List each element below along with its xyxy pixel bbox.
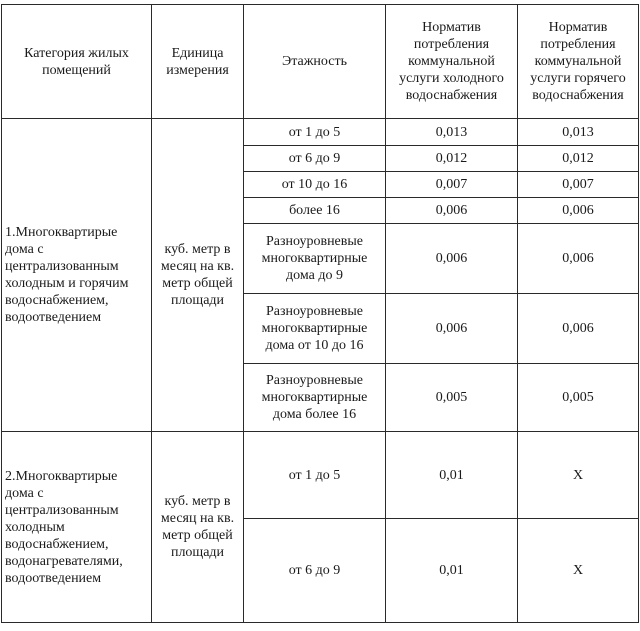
cold-water-value: 0,006 bbox=[386, 198, 518, 224]
hot-water-value: 0,006 bbox=[518, 294, 639, 364]
floors-cell: от 1 до 5 bbox=[244, 119, 386, 146]
floors-cell: Разноуровневые многоквартирные дома от 10 до 16 bbox=[244, 294, 386, 364]
table-row bbox=[2, 432, 639, 519]
cold-water-value: 0,006 bbox=[386, 224, 518, 294]
table-row bbox=[2, 119, 639, 146]
floors-cell: Разноуровневые многоквартирные дома до 9 bbox=[244, 224, 386, 294]
floors-cell: от 6 до 9 bbox=[244, 519, 386, 623]
floors-cell: более 16 bbox=[244, 198, 386, 224]
hot-water-value: 0,012 bbox=[518, 146, 639, 172]
cold-water-value: 0,012 bbox=[386, 146, 518, 172]
category-cell: 1.Многоквартирые дома с централизованным холодным и горячим водоснабжением, водоотведением bbox=[2, 119, 152, 432]
floors-cell: от 6 до 9 bbox=[244, 146, 386, 172]
floors-cell: Разноуровневые многоквартирные дома более 16 bbox=[244, 364, 386, 432]
cold-water-value: 0,01 bbox=[386, 519, 518, 623]
hot-water-value: X bbox=[518, 519, 639, 623]
unit-cell: куб. метр в месяц на кв. метр общей площади bbox=[152, 119, 244, 432]
water-consumption-norms-table bbox=[1, 4, 639, 623]
hot-water-value: 0,006 bbox=[518, 224, 639, 294]
hot-water-value: X bbox=[518, 432, 639, 519]
hot-water-value: 0,007 bbox=[518, 172, 639, 198]
header-row bbox=[2, 5, 639, 119]
floors-cell: от 1 до 5 bbox=[244, 432, 386, 519]
header-hot-water-norm: Норматив потребления коммунальной услуги горячего водоснабжения bbox=[518, 5, 639, 119]
cold-water-value: 0,005 bbox=[386, 364, 518, 432]
cold-water-value: 0,013 bbox=[386, 119, 518, 146]
cold-water-value: 0,006 bbox=[386, 294, 518, 364]
category-cell: 2.Многоквартирые дома с централизованным холодным водоснабжением, водонагревателями, водоотведением bbox=[2, 432, 152, 623]
hot-water-value: 0,006 bbox=[518, 198, 639, 224]
hot-water-value: 0,013 bbox=[518, 119, 639, 146]
cold-water-value: 0,007 bbox=[386, 172, 518, 198]
cold-water-value: 0,01 bbox=[386, 432, 518, 519]
floors-cell: от 10 до 16 bbox=[244, 172, 386, 198]
hot-water-value: 0,005 bbox=[518, 364, 639, 432]
header-floors: Этажность bbox=[244, 5, 386, 119]
unit-cell: куб. метр в месяц на кв. метр общей площади bbox=[152, 432, 244, 623]
header-cold-water-norm: Норматив потребления коммунальной услуги холодного водоснабжения bbox=[386, 5, 518, 119]
header-category: Категория жилых помещений bbox=[2, 5, 152, 119]
header-unit: Единица измерения bbox=[152, 5, 244, 119]
